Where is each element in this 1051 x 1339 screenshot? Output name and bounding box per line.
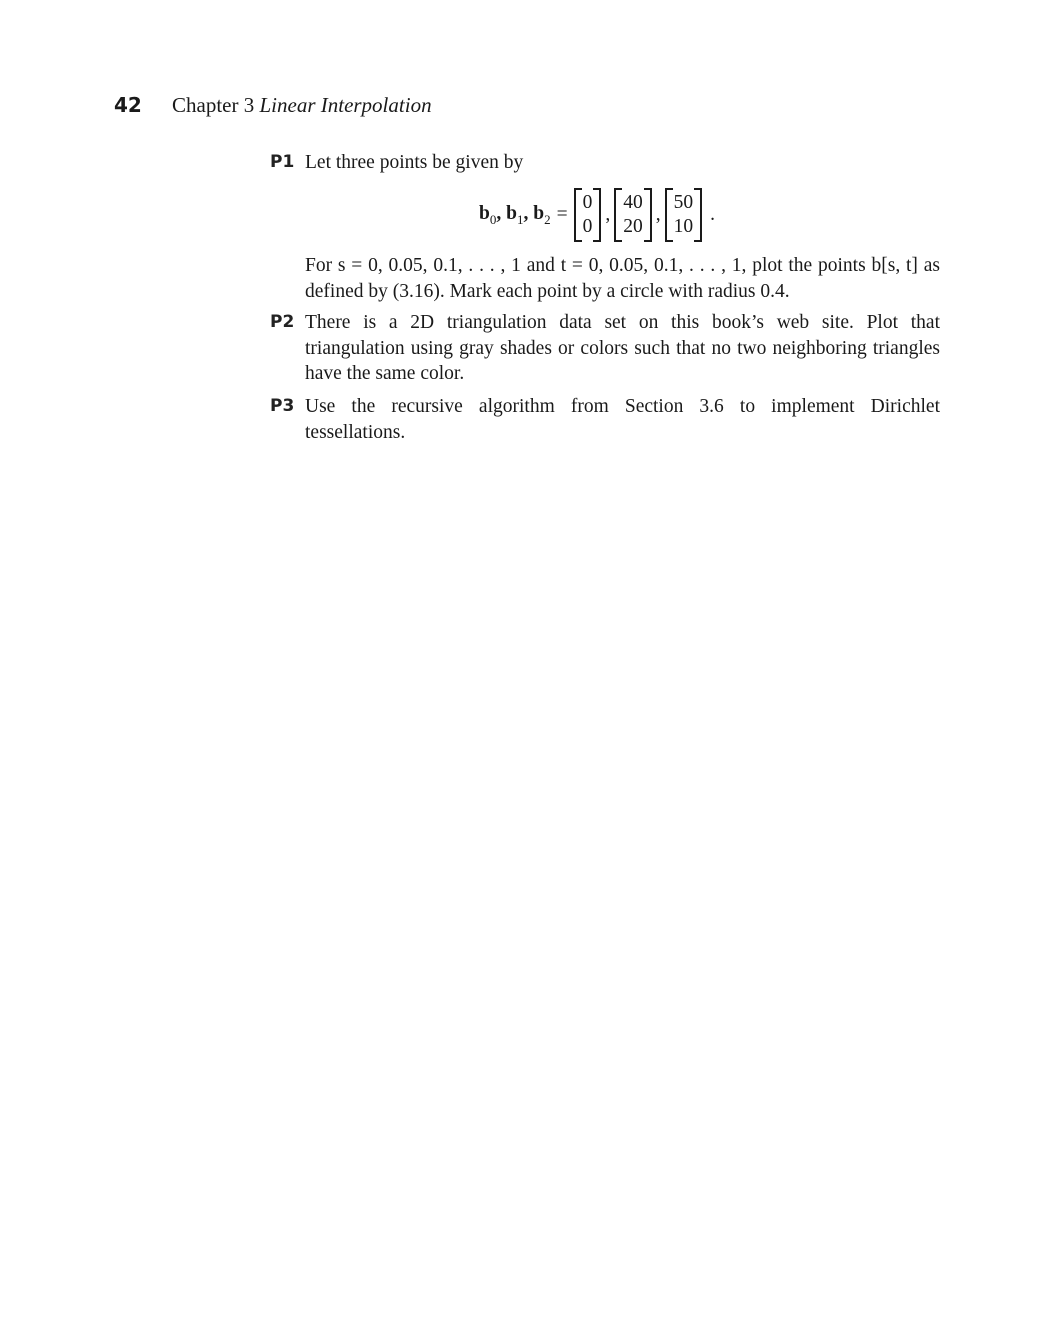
equals-sign: = [556,204,568,225]
vector-b1: 40 20 [614,188,652,242]
problem-label: P2 [270,312,295,332]
problem-body: Use the recursive algorithm from Section 3.6 to implement Dirichlet tessellations. [305,396,940,443]
problem-body: For s = 0, 0.05, 0.1, . . . , 1 and t = 0, 0.05, 0.1, . . . , 1, plot the points b[s, t] as defined by (3.16). Mark each point by a circle with radius 0.4. [305,255,940,302]
chapter-label: Chapter 3 [172,93,255,117]
problem-label: P1 [270,152,295,172]
problem-body: There is a 2D triangulation data set on this book’s web site. Plot that triangulation using gray shades or colors such that no two neighboring triangles have the same color. [305,312,940,384]
equation-lhs: $b_0$, $b_1$, $b_2$ [479,202,551,227]
vector-b2: 50 10 [665,188,703,242]
problem-p1 [258,150,940,176]
problem-p2 [258,310,940,387]
problem-p1-body [258,253,940,304]
page-number: 42 [114,93,142,117]
running-head [114,90,432,120]
chapter-title: Linear Interpolation [259,93,432,117]
problem-label: P3 [270,396,295,416]
vector-b0: 0 0 [574,188,602,242]
problem-p3 [258,394,940,445]
equation-end: . [710,204,715,225]
problem-intro: Let three points be given by [305,152,524,173]
point-equation: $b_0$, $b_1$, $b_2$ = 0 0 , 40 20 , 50 10 . [479,185,715,245]
